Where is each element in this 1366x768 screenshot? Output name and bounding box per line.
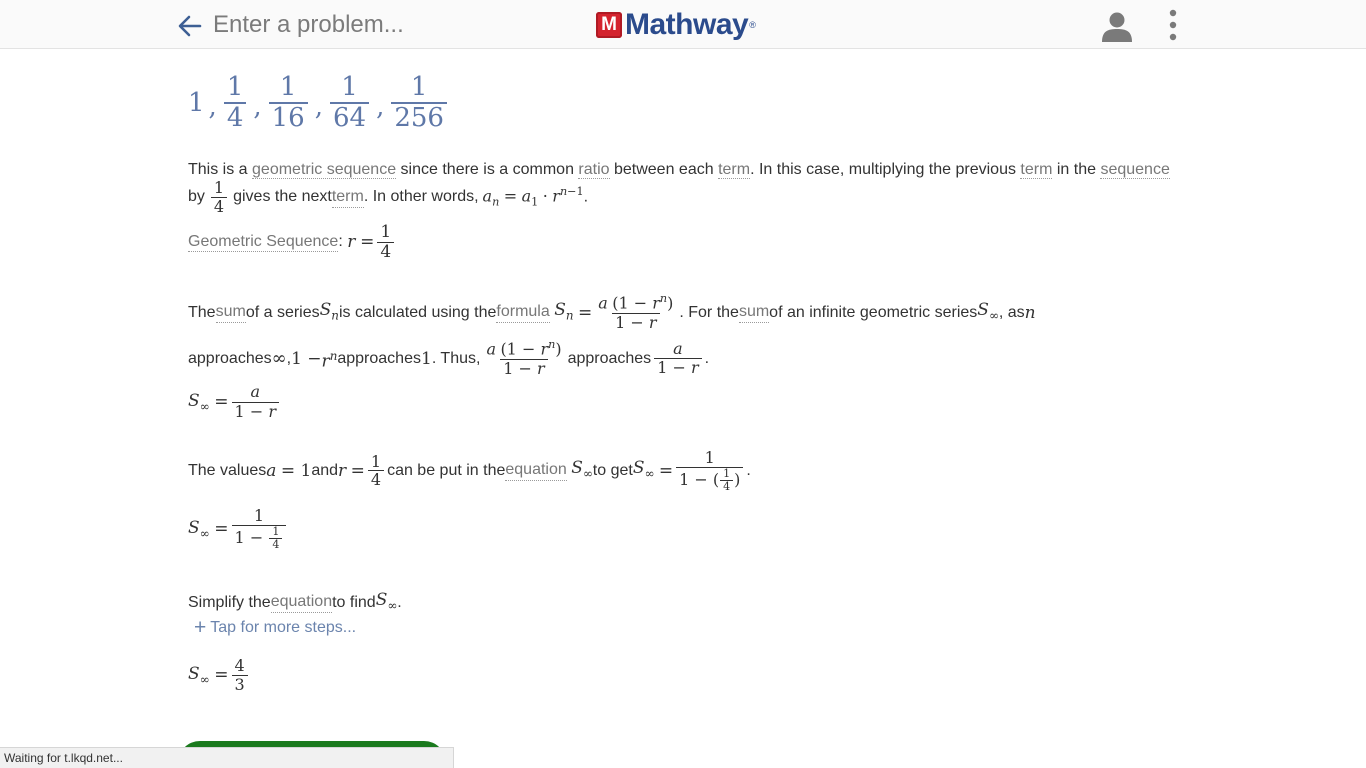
sequence-separator: ,: [208, 91, 217, 122]
sequence-term-5: $\frac{1}{256}$: [391, 73, 447, 132]
sum-formula-line: The sum of a series $S_n$ is calculated using the formula $S_n$ = $\frac{a (1 - r^n)}{1 - r}$ . For the sum of an infinite geometric series $S_\infty$ , as n: [188, 292, 1036, 332]
problem-sequence: [188, 73, 450, 132]
brand-name: Mathway: [625, 8, 749, 41]
final-result: $S_\infty$ = $\frac{4}{3}$: [188, 657, 251, 693]
explanation-line-2: by $\frac{1}{4}$ gives the next term . In other words, $a_n = a_1 \cdot r^{n-1}$.: [188, 178, 589, 216]
sequence-separator: ,: [314, 91, 323, 122]
top-bar: [0, 0, 1366, 49]
ratio-fraction: $\frac{1}{4}$: [211, 179, 227, 215]
sequence-term-1: 1: [188, 87, 205, 118]
brand-trademark: ®: [749, 20, 756, 30]
back-button[interactable]: [176, 12, 204, 40]
equation-link[interactable]: equation: [505, 460, 566, 481]
term-link[interactable]: term: [1020, 161, 1053, 178]
arrow-left-icon: [176, 12, 204, 40]
limit-fraction: $\frac{a}{1 - r}$: [654, 340, 701, 378]
problem-input[interactable]: [213, 9, 553, 41]
geometric-sequence-link[interactable]: geometric sequence: [252, 161, 397, 178]
term-link[interactable]: term: [718, 161, 751, 178]
general-term-formula: $a_n = a_1 \cdot r^{n-1}$.: [482, 184, 589, 209]
user-account-button[interactable]: [1100, 9, 1134, 43]
sequence-term-4: $\frac{1}{64}$: [330, 73, 369, 132]
approaches-line: approaches ∞ , 1 − $r^n$ approaches 1 . Thus, $\frac{a (1 - r^n)}{1 - r}$ approaches $\frac{a}{1 - r}$ .: [188, 338, 710, 378]
browser-status-bar: Waiting for t.lkqd.net...: [0, 747, 454, 768]
substituted-equation: $S_\infty$ = 1 1 − $\frac{1}{4}$: [188, 507, 289, 551]
ratio-value-fraction: $\frac{1}{4}$: [377, 223, 394, 261]
ratio-result-line: Geometric Sequence : r = $\frac{1}{4}$: [188, 223, 397, 261]
sum-formula-fraction: $\frac{a (1 - r^n)}{1 - r}$: [486, 338, 562, 378]
user-icon: [1100, 9, 1134, 43]
result-fraction: $\frac{4}{3}$: [232, 657, 248, 693]
brand-mark-icon: M: [596, 12, 622, 38]
sum-link[interactable]: sum: [216, 302, 246, 323]
solution-panel: [188, 49, 1188, 768]
simplify-line: Simplify the equation to find $S_\infty$ .: [188, 590, 402, 613]
kebab-menu-icon: [1161, 8, 1185, 42]
explanation-line-1: This is a geometric sequence since there is a common ratio between each term. In this case, multiplying the previous term in the sequence: [188, 161, 1170, 178]
sequence-separator: ,: [253, 91, 262, 122]
sequence-link[interactable]: sequence: [1100, 161, 1170, 178]
sequence-term-3: $\frac{1}{16}$: [269, 73, 308, 132]
more-options-button[interactable]: [1161, 8, 1185, 42]
formula-link[interactable]: formula: [496, 302, 549, 323]
sum-link[interactable]: sum: [739, 302, 769, 323]
sequence-separator: ,: [376, 91, 385, 122]
substituted-fraction: 1 1 − ( $\frac{1}{4}$ ): [676, 449, 743, 493]
tap-for-more-steps-link[interactable]: + Tap for more steps...: [194, 616, 357, 639]
sum-formula-fraction: $\frac{a (1 - r^n)}{1 - r}$: [598, 292, 674, 332]
geometric-sequence-link[interactable]: Geometric Sequence: [188, 232, 339, 250]
substitution-line: The values a = 1 and r = $\frac{1}{4}$ can be put in the equation $S_\infty$ to get $S_\infty$ = 1 1 − ( $\frac{1}{4}$ ) .: [188, 448, 751, 493]
ratio-link[interactable]: ratio: [578, 161, 610, 178]
infinite-sum-formula: $S_\infty$ = $\frac{a}{1 - r}$: [188, 383, 282, 421]
sequence-term-2: $\frac{1}{4}$: [224, 73, 247, 132]
plus-icon: +: [194, 616, 207, 639]
term-link[interactable]: term: [332, 187, 364, 208]
mathway-logo[interactable]: [596, 9, 756, 41]
equation-link[interactable]: equation: [271, 592, 332, 613]
